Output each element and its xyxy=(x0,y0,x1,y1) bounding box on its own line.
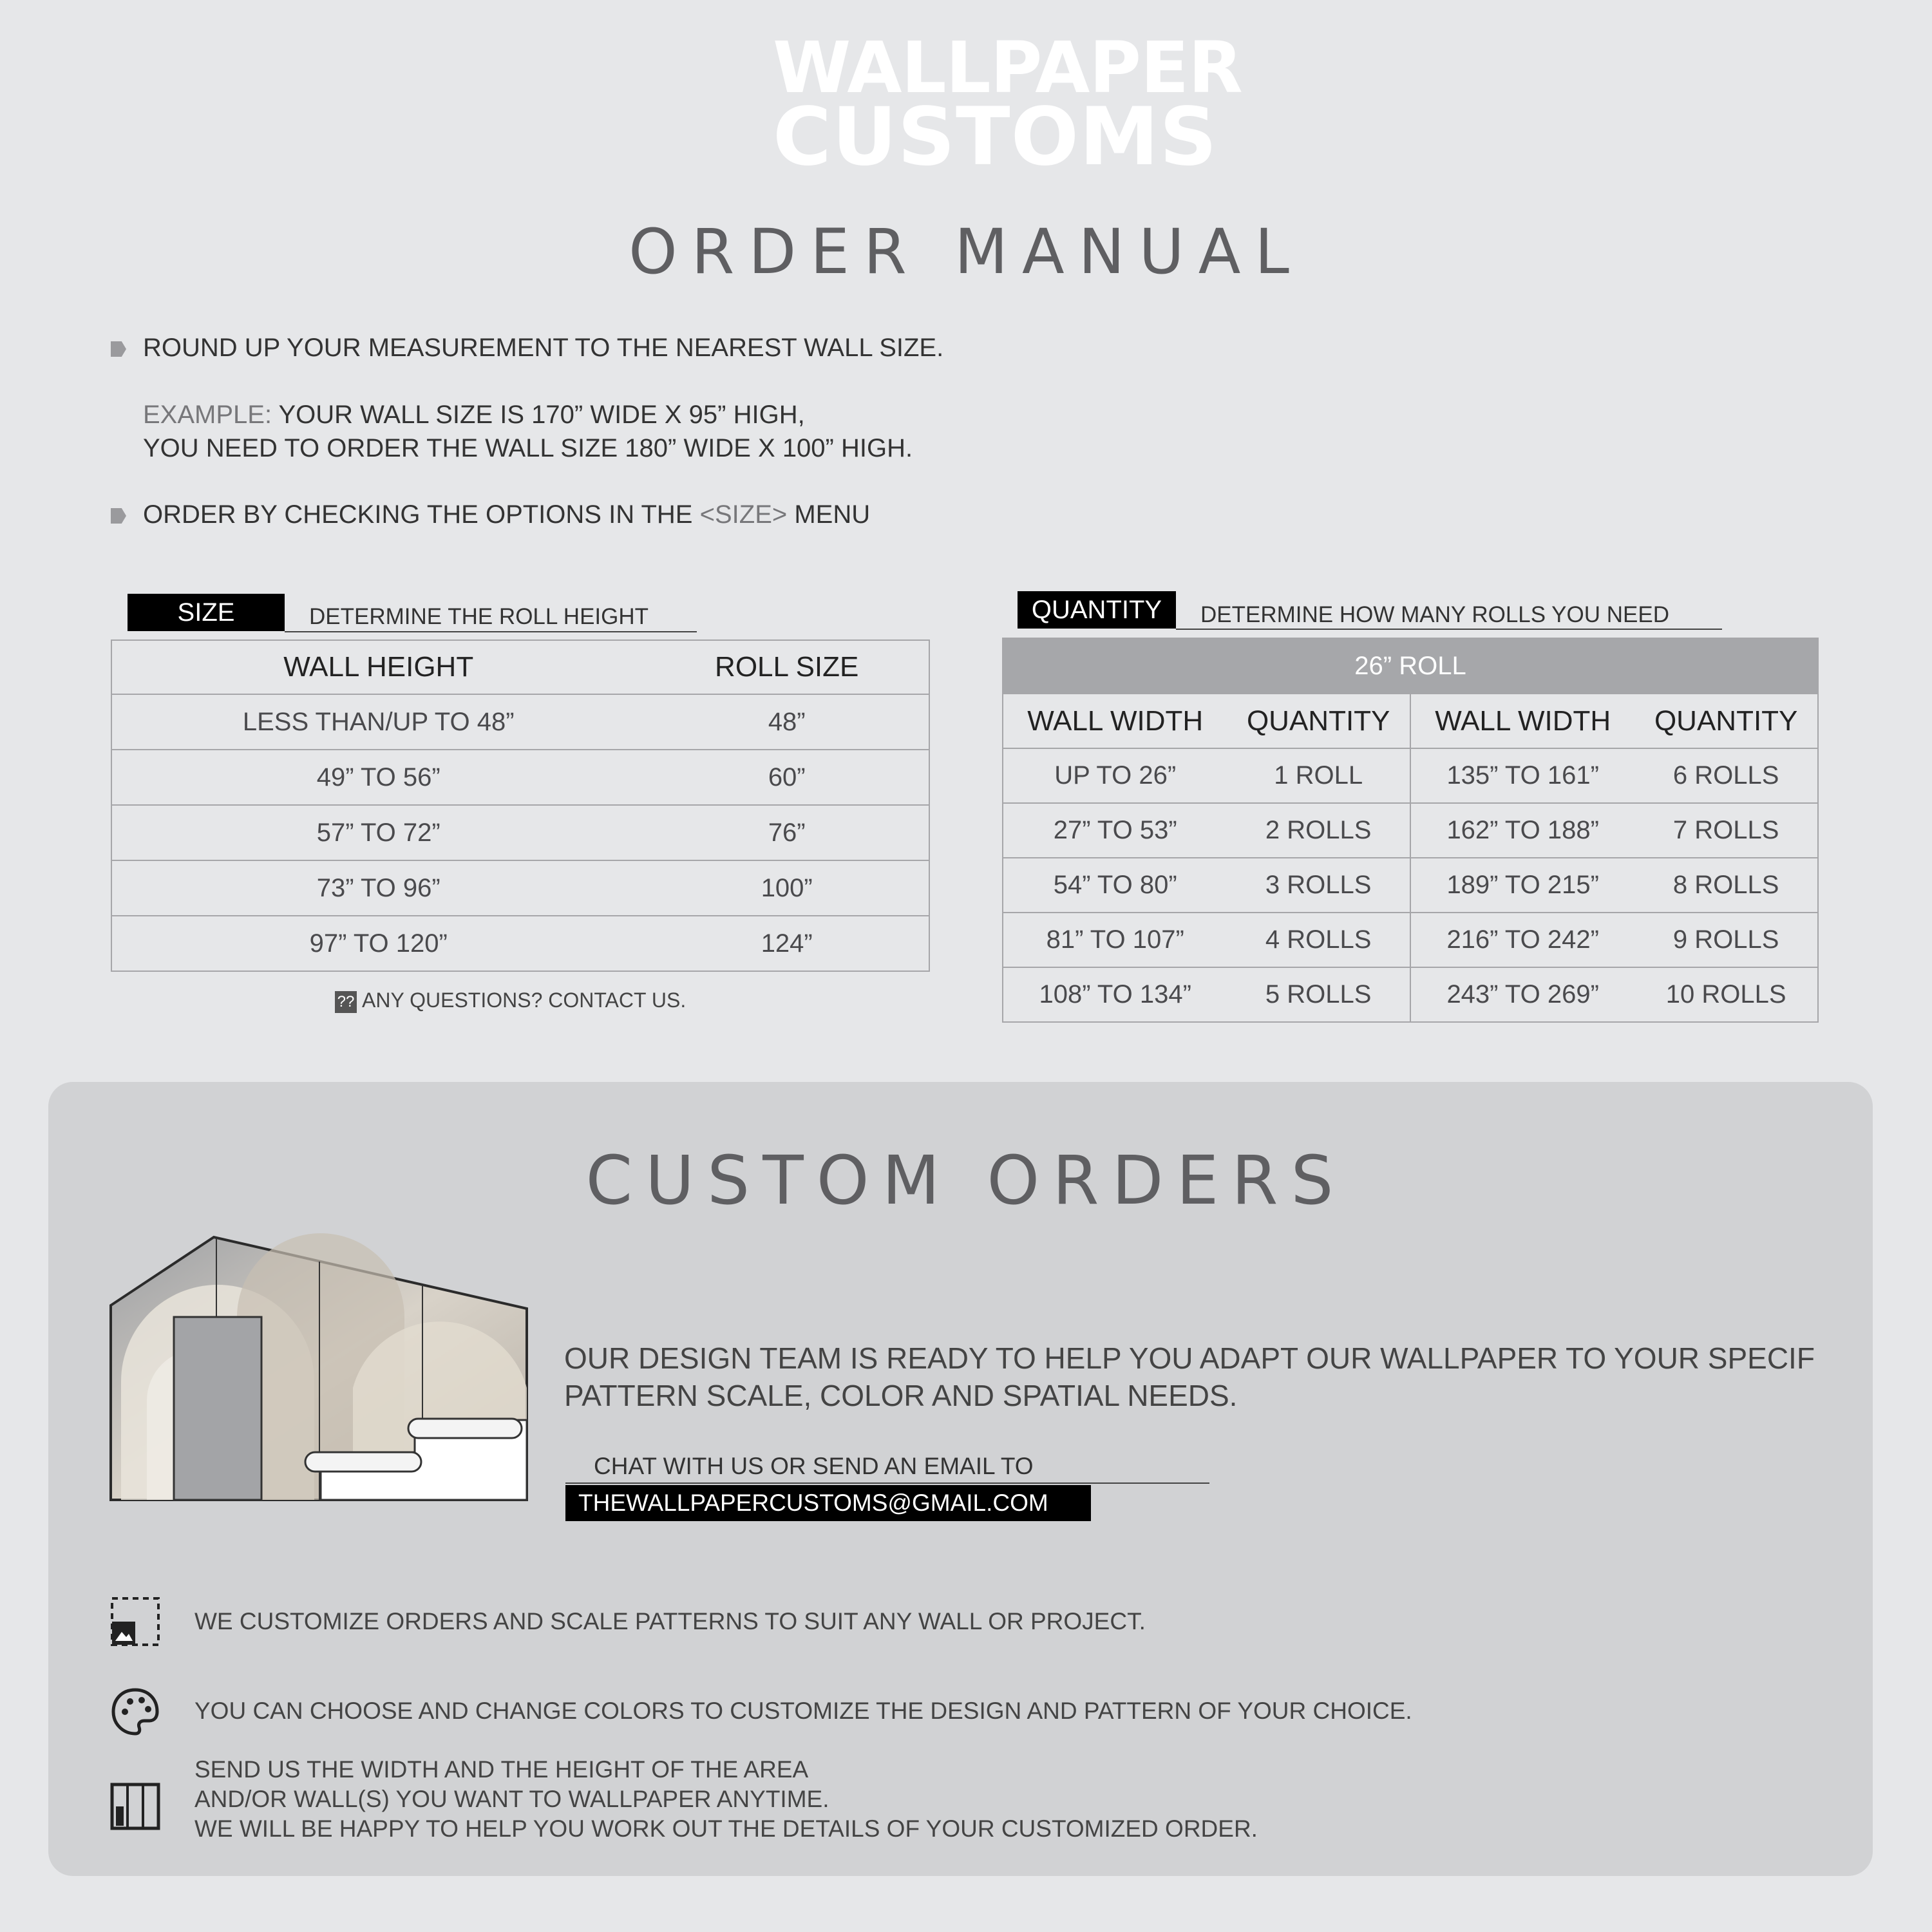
contact-text: ANY QUESTIONS? CONTACT US. xyxy=(362,989,687,1012)
quantity-cell: 3 ROLLS xyxy=(1227,858,1410,913)
roll-size-cell: 100” xyxy=(645,860,929,916)
feature-line-1: SEND US THE WIDTH AND THE HEIGHT OF THE AREA xyxy=(194,1756,809,1783)
table-row xyxy=(111,750,929,805)
size-menu-ref: <SIZE> xyxy=(699,500,788,529)
room-illustration xyxy=(108,1233,533,1504)
size-subtitle: DETERMINE THE ROLL HEIGHT xyxy=(309,604,649,629)
table-row xyxy=(1003,858,1818,913)
logo-line-1: WALLPAPER xyxy=(773,26,1242,109)
size-table xyxy=(111,639,930,972)
wall-height-cell: 97” TO 120” xyxy=(111,916,645,971)
email-link[interactable]: THEWALLPAPERCUSTOMS@GMAIL.COM xyxy=(565,1485,1091,1521)
quantity-cell: 1 ROLL xyxy=(1227,748,1410,803)
question-icon: ?? xyxy=(335,991,357,1013)
feature-measurements-text xyxy=(194,1755,1258,1844)
table-row xyxy=(111,916,929,971)
col-header-wall-height: WALL HEIGHT xyxy=(111,640,645,694)
description-line-1: OUR DESIGN TEAM IS READY TO HELP YOU ADAPT OUR WALLPAPER TO YOUR SPECIF xyxy=(564,1341,1815,1375)
wall-width-cell: 108” TO 134” xyxy=(1003,967,1227,1022)
quantity-subtitle: DETERMINE HOW MANY ROLLS YOU NEED xyxy=(1200,602,1669,627)
table-row xyxy=(1003,913,1818,967)
instruction-1: ROUND UP YOUR MEASUREMENT TO THE NEAREST WALL SIZE. xyxy=(143,334,944,362)
example-text-1: YOUR WALL SIZE IS 170” WIDE X 95” HIGH, xyxy=(278,401,805,429)
table-row xyxy=(1003,748,1818,803)
wall-width-cell: 54” TO 80” xyxy=(1003,858,1227,913)
custom-orders-title: CUSTOM ORDERS xyxy=(585,1141,1347,1220)
description-line-2: PATTERN SCALE, COLOR AND SPATIAL NEEDS. xyxy=(564,1379,1238,1412)
wall-width-cell: 135” TO 161” xyxy=(1410,748,1634,803)
wall-height-cell: LESS THAN/UP TO 48” xyxy=(111,694,645,750)
wall-width-cell: UP TO 26” xyxy=(1003,748,1227,803)
table-row xyxy=(1003,803,1818,858)
bullet-icon xyxy=(111,341,126,357)
quantity-cell: 7 ROLLS xyxy=(1634,803,1818,858)
col-header-wall-width: WALL WIDTH xyxy=(1410,694,1634,748)
quantity-tag: QUANTITY xyxy=(1018,591,1176,629)
quantity-underline xyxy=(1176,629,1722,630)
example-line-1 xyxy=(143,401,805,430)
contact-link[interactable] xyxy=(335,989,686,1013)
feature-colors-text: YOU CAN CHOOSE AND CHANGE COLORS TO CUSTOMIZE THE DESIGN AND PATTERN OF YOUR CHOICE. xyxy=(194,1698,1412,1724)
col-header-quantity: QUANTITY xyxy=(1634,694,1818,748)
wall-width-cell: 81” TO 107” xyxy=(1003,913,1227,967)
brand-logo xyxy=(773,26,1242,184)
col-header-wall-width: WALL WIDTH xyxy=(1003,694,1227,748)
instruction-2-post: MENU xyxy=(794,500,871,529)
wall-width-cell: 27” TO 53” xyxy=(1003,803,1227,858)
quantity-cell: 10 ROLLS xyxy=(1634,967,1818,1022)
wall-height-cell: 57” TO 72” xyxy=(111,805,645,860)
table-row xyxy=(111,860,929,916)
roll-size-cell: 76” xyxy=(645,805,929,860)
table-row xyxy=(111,805,929,860)
table-row xyxy=(111,694,929,750)
quantity-cell: 6 ROLLS xyxy=(1634,748,1818,803)
feature-line-2: AND/OR WALL(S) YOU WANT TO WALLPAPER ANYTIME. xyxy=(194,1786,829,1812)
instruction-2-pre: ORDER BY CHECKING THE OPTIONS IN THE xyxy=(143,500,693,529)
wall-width-cell: 243” TO 269” xyxy=(1410,967,1634,1022)
palette-icon xyxy=(109,1686,161,1738)
roll-size-cell: 124” xyxy=(645,916,929,971)
quantity-cell: 5 ROLLS xyxy=(1227,967,1410,1022)
wall-height-cell: 73” TO 96” xyxy=(111,860,645,916)
size-underline xyxy=(285,631,697,632)
roll-size-cell: 48” xyxy=(645,694,929,750)
roll-size-cell: 60” xyxy=(645,750,929,805)
example-label: EXAMPLE: xyxy=(143,401,272,429)
instruction-2 xyxy=(143,500,870,529)
quantity-cell: 8 ROLLS xyxy=(1634,858,1818,913)
wall-width-cell: 216” TO 242” xyxy=(1410,913,1634,967)
size-tag: SIZE xyxy=(128,594,285,631)
quantity-cell: 9 ROLLS xyxy=(1634,913,1818,967)
resize-image-icon xyxy=(109,1596,161,1647)
custom-description xyxy=(564,1340,1815,1414)
feature-line-3: WE WILL BE HAPPY TO HELP YOU WORK OUT THE DETAILS OF YOUR CUSTOMIZED ORDER. xyxy=(194,1815,1258,1842)
col-header-roll-size: ROLL SIZE xyxy=(645,640,929,694)
chat-prompt: CHAT WITH US OR SEND AN EMAIL TO xyxy=(594,1453,1034,1479)
col-header-quantity: QUANTITY xyxy=(1227,694,1410,748)
wall-panels-icon xyxy=(109,1781,161,1832)
wall-width-cell: 162” TO 188” xyxy=(1410,803,1634,858)
table-row xyxy=(1003,967,1818,1022)
feature-scale-text: WE CUSTOMIZE ORDERS AND SCALE PATTERNS TO SUIT ANY WALL OR PROJECT. xyxy=(194,1608,1146,1634)
roll-type-header: 26” ROLL xyxy=(1003,638,1818,694)
quantity-table xyxy=(1002,638,1819,1023)
wall-height-cell: 49” TO 56” xyxy=(111,750,645,805)
wall-width-cell: 189” TO 215” xyxy=(1410,858,1634,913)
page-title: ORDER MANUAL xyxy=(629,216,1303,288)
quantity-cell: 2 ROLLS xyxy=(1227,803,1410,858)
chat-underline xyxy=(565,1482,1209,1484)
logo-line-2: CUSTOMS xyxy=(773,91,1218,184)
bullet-icon xyxy=(111,508,126,524)
quantity-cell: 4 ROLLS xyxy=(1227,913,1410,967)
example-line-2: YOU NEED TO ORDER THE WALL SIZE 180” WIDE X 100” HIGH. xyxy=(143,434,913,462)
